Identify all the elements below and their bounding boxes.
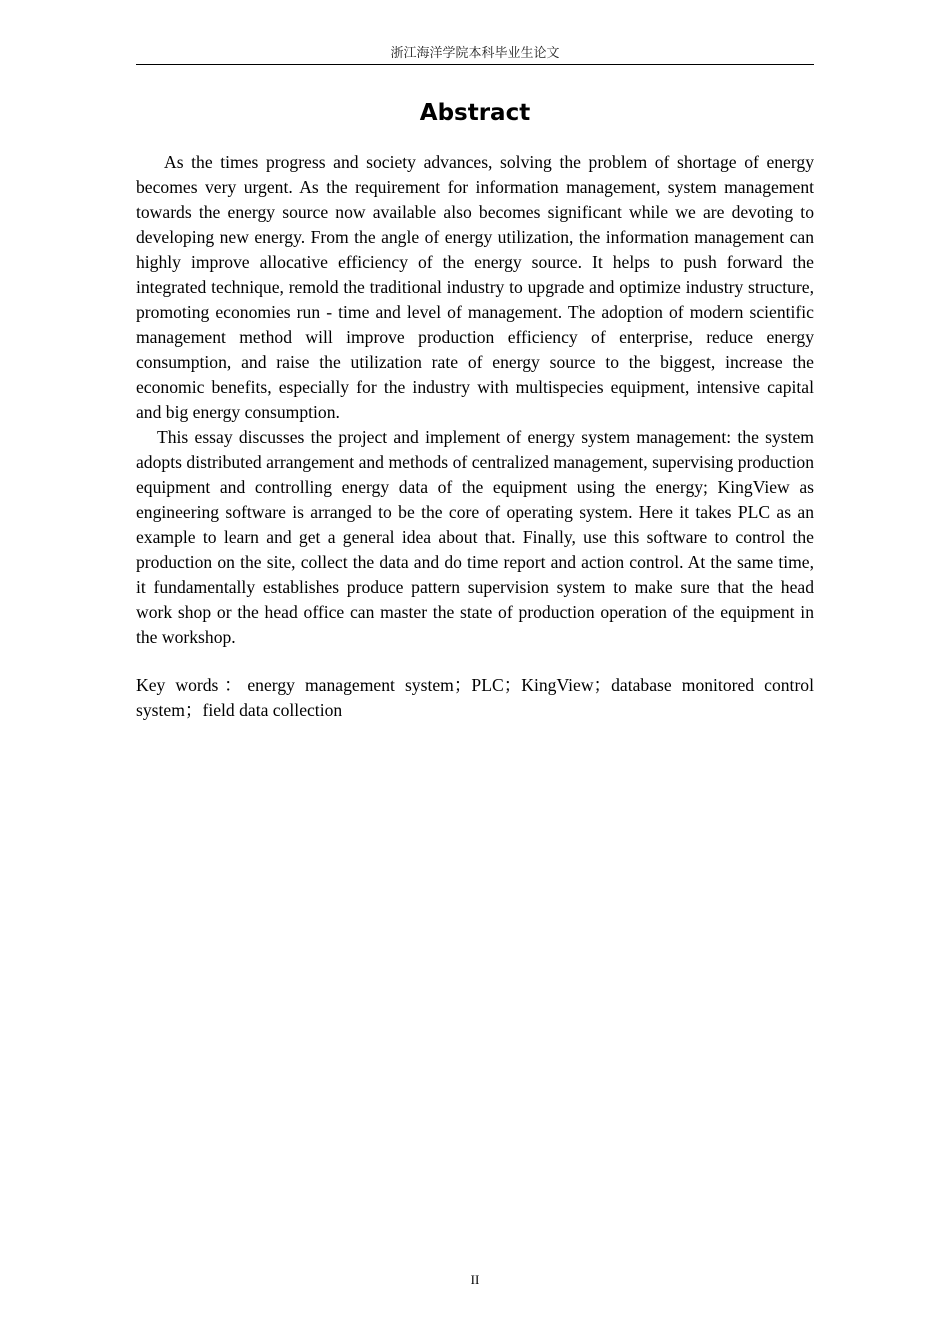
running-header: 浙江海洋学院本科毕业生论文 (136, 44, 814, 65)
abstract-paragraph-2: This essay discusses the project and implement of energy system management: the system adopts distributed arrangement and methods of centralized management, supervising production equipment and controlling energy data of the equipment using the energy; KingView as engineering software is arranged to be the core of operating system. Here it takes PLC as an example to learn and get a general idea about that. Finally, use this software to control the production on the site, collect the data and do time report and action control. At the same time, it fundamentally establishes produce pattern supervision system to make sure that the head work shop or the head office can master the state of production operation of the equipment in the workshop. (136, 427, 814, 647)
keywords-line: Key words：energy management system；PLC；KingView；database monitored control system；field data collection (136, 675, 814, 720)
abstract-body (136, 150, 814, 723)
page-number: II (470, 1272, 480, 1287)
abstract-paragraph-1: As the times progress and society advances, solving the problem of shortage of energy becomes very urgent. As the requirement for information management, system management towards the energy source now available also becomes significant while we are devoting to developing new energy. From the angle of energy utilization, the information management can highly improve allocative efficiency of the energy source. It helps to push forward the integrated technique, remold the traditional industry to upgrade and optimize industry structure, promoting economies run - time and level of management. The adoption of modern scientific management method will improve production efficiency of enterprise, reduce energy consumption, and raise the utilization rate of energy source to the biggest, increase the economic benefits, especially for the industry with multispecies equipment, intensive capital and big energy consumption. (136, 152, 814, 422)
abstract-title: Abstract (419, 100, 531, 126)
